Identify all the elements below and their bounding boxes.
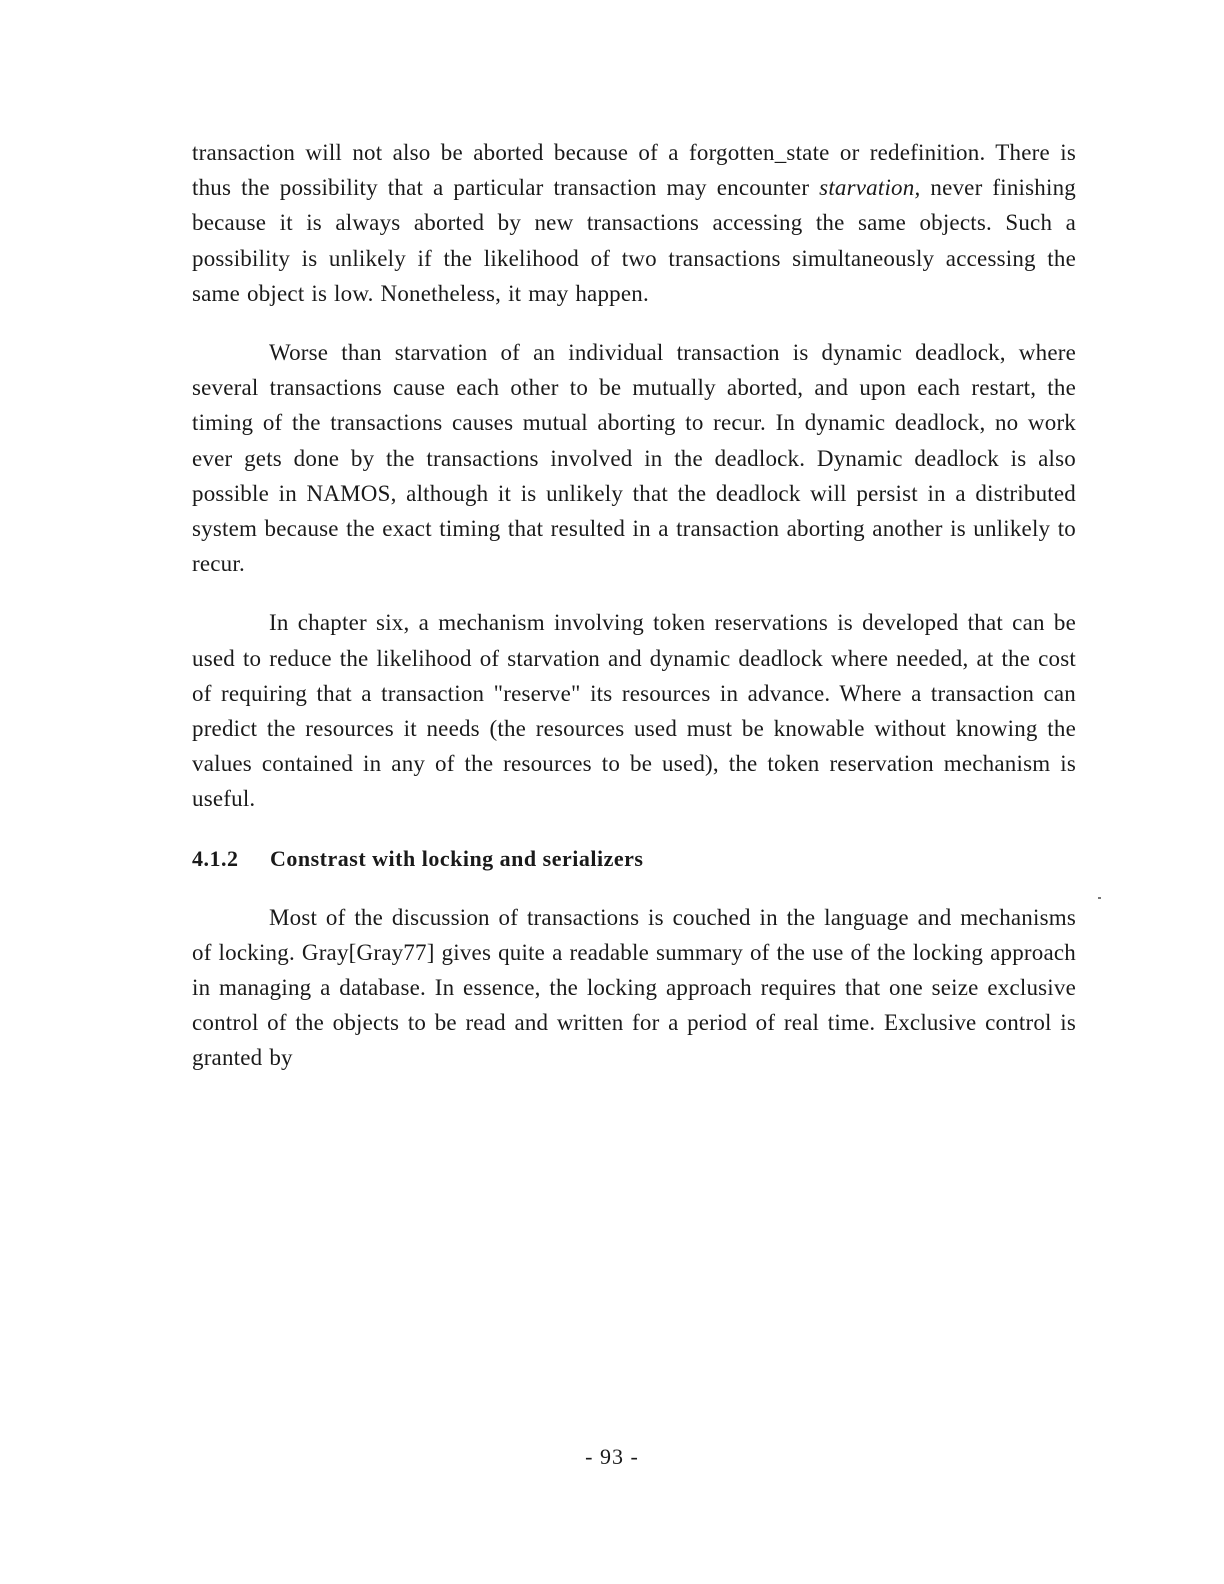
- section-heading: [192, 841, 1076, 876]
- section-number: 4.1.2: [192, 845, 239, 871]
- paragraph-text: transaction will not also be aborted because of a forgotten_state or redefinition. There is thus the possibility that a particular transaction may encounter: [192, 140, 1076, 201]
- page-body: [192, 135, 1076, 1076]
- paragraph-starvation: [192, 135, 1076, 311]
- page-number: - 93 -: [585, 1444, 639, 1469]
- emphasized-term: starvation,: [819, 175, 921, 201]
- paragraph-dynamic-deadlock: Worse than starvation of an individual transaction is dynamic deadlock, where several transactions cause each other to be mutually aborted, and upon each restart, the timing of the transactions causes mutual aborting to recur. In dynamic deadlock, no work ever gets done by the transactions involved in the deadlock. Dynamic deadlock is also possible in NAMOS, although it is unlikely that the deadlock will persist in a distributed system because the exact timing that resulted in a transaction aborting another is unlikely to recur.: [192, 340, 1076, 577]
- paragraph-locking: Most of the discussion of transactions is couched in the language and mechanisms of locking. Gray[Gray77] gives quite a readable summary of the use of the locking approach in managing a database. In essence, the locking approach requires that one seize exclusive control of the objects to be read and written for a period of real time. Exclusive control is granted by: [192, 904, 1076, 1071]
- paragraph-token-reservations: In chapter six, a mechanism involving token reservations is developed that can be used to reduce the likelihood of starvation and dynamic deadlock where needed, at the cost of requiring that a transaction "reserve" its resources in advance. Where a transaction can predict the resources it needs (the resources used must be knowable without knowing the values contained in any of the resources to be used), the token reservation mechanism is useful.: [192, 610, 1076, 812]
- section-title: Constrast with locking and serializers: [270, 845, 644, 871]
- scan-speck: [1098, 897, 1101, 899]
- paragraph-text: never finishing because it is always aborted by new transactions accessing the same objects. Such a possibility is unlikely if the likelihood of two transactions simultaneously accessing the same object is low. Nonetheless, it may happen.: [192, 175, 1076, 306]
